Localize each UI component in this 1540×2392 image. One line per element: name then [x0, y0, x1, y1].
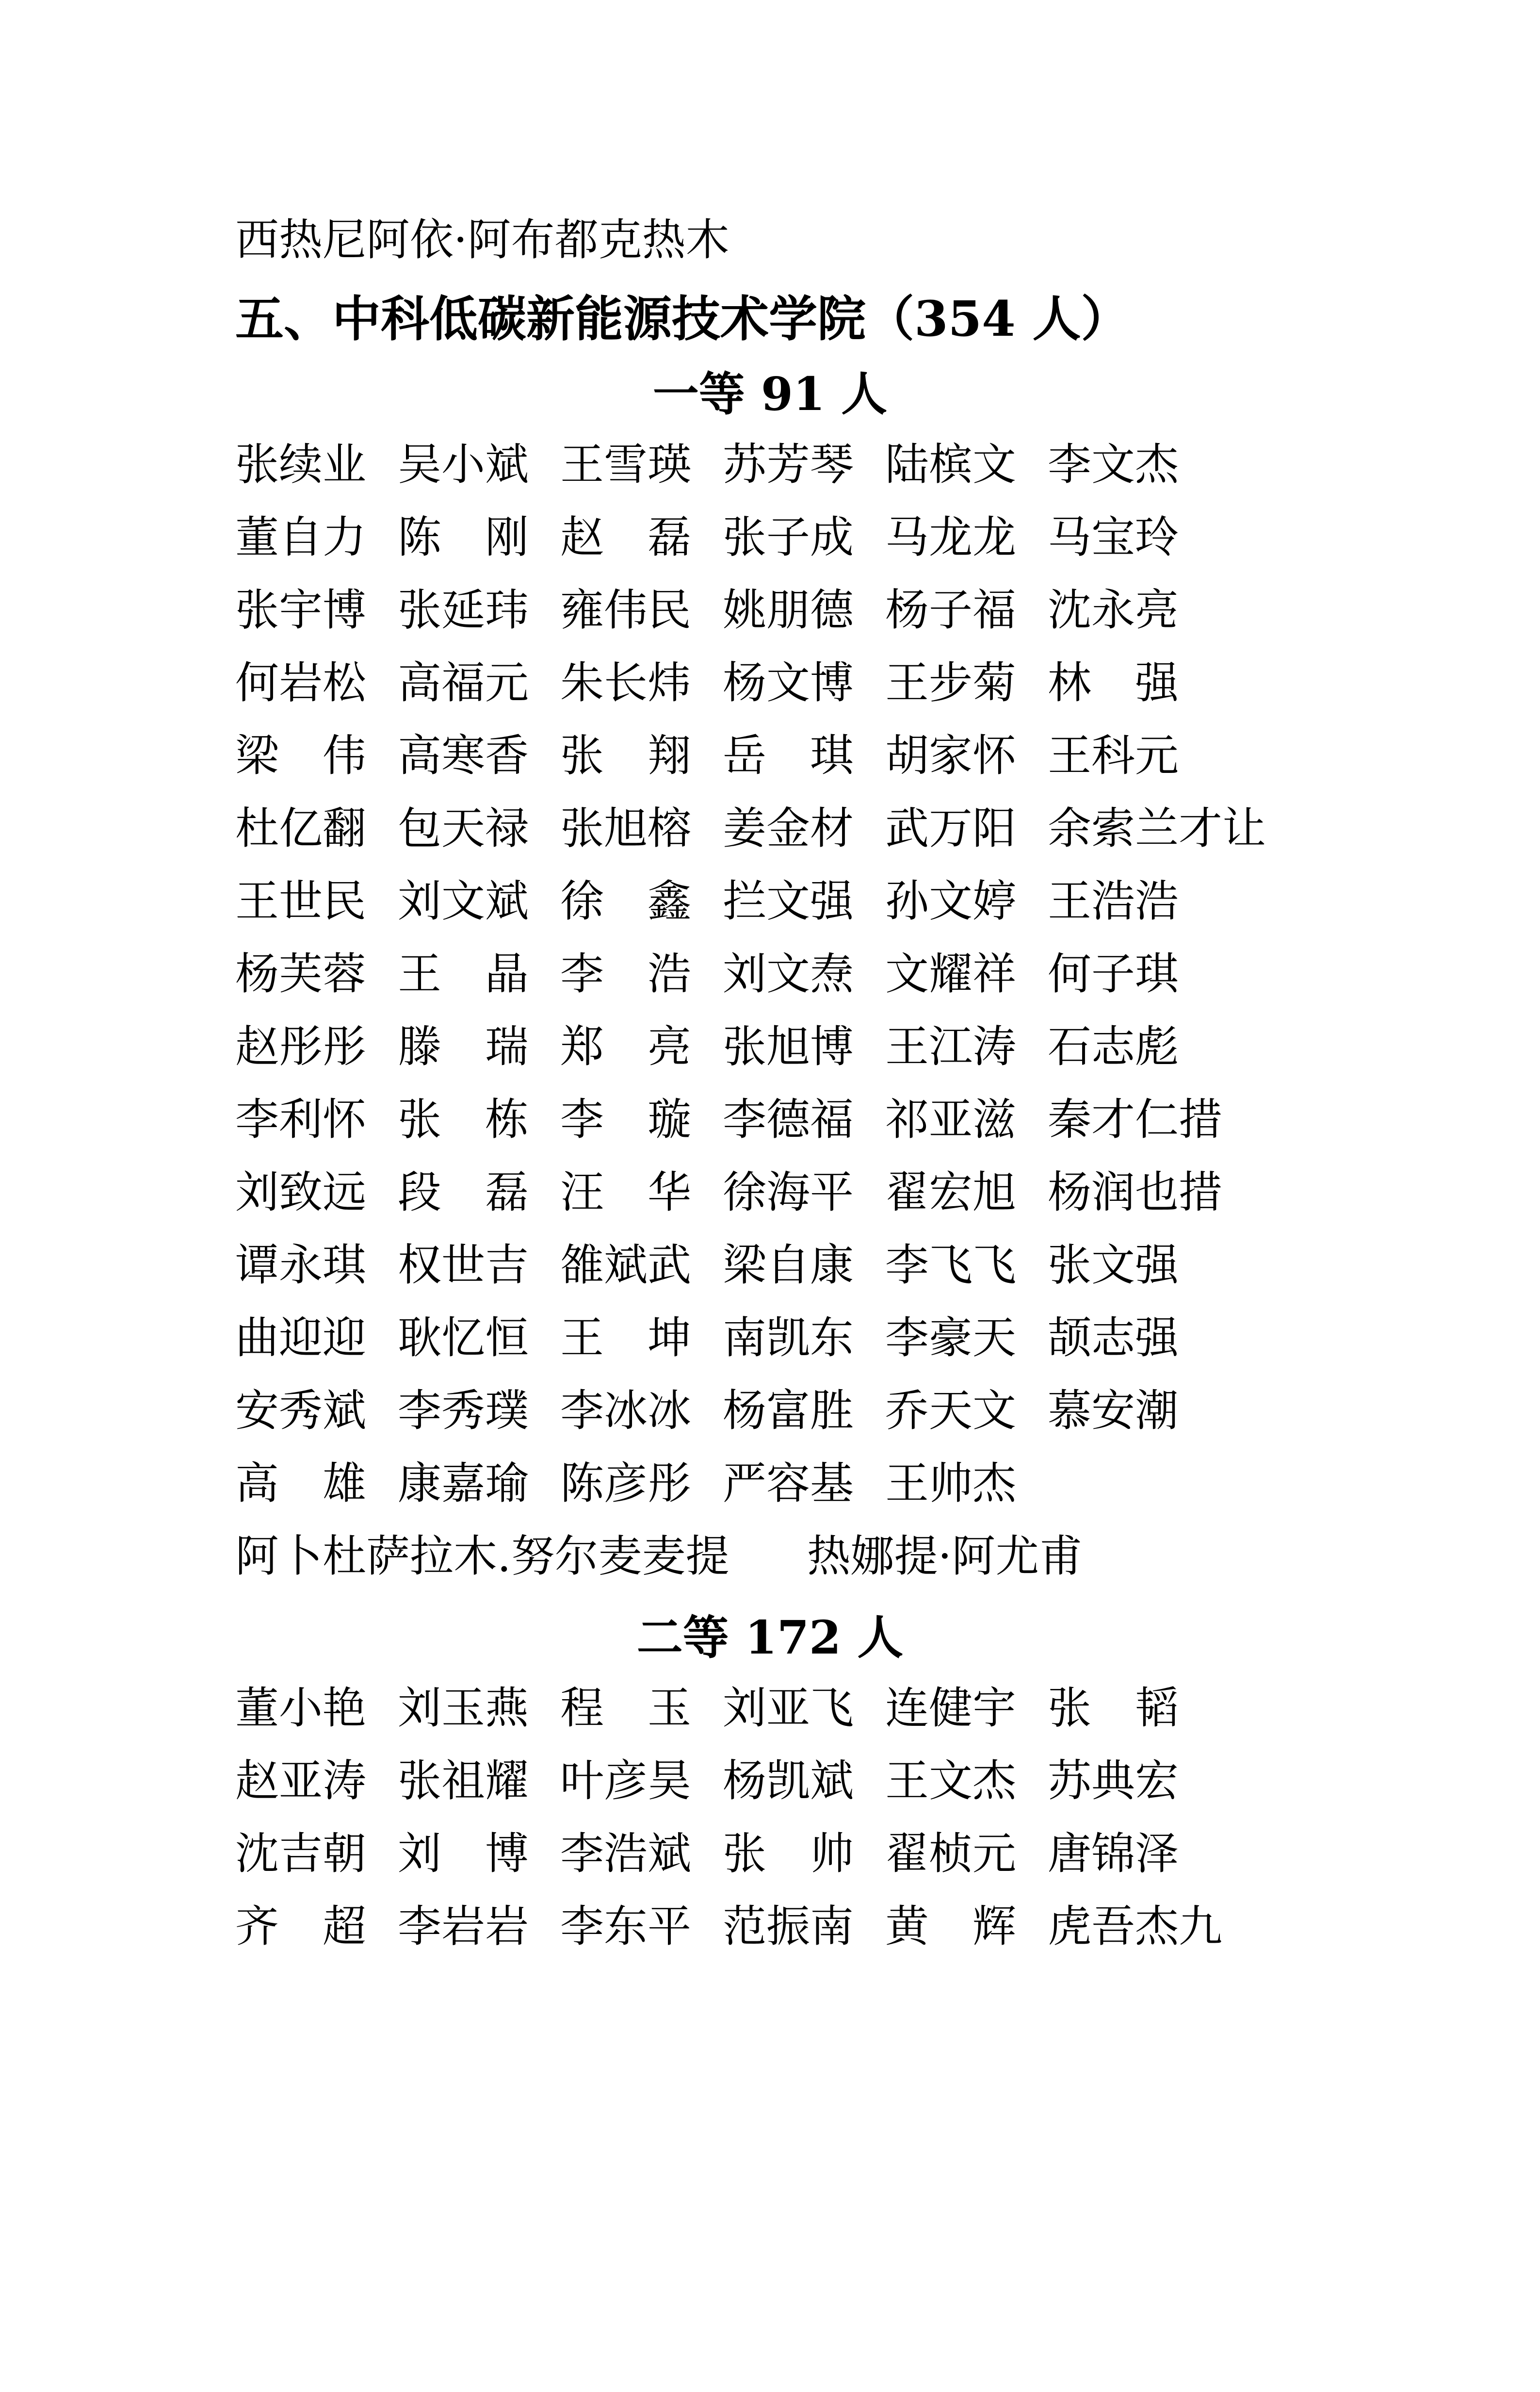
- name-row: [235, 1083, 1540, 1156]
- name-cell: 沈吉朝: [235, 1828, 366, 1879]
- name-row: [235, 1156, 1540, 1229]
- previous-section-last-name: 西热尼阿依·阿布都克热木: [235, 214, 729, 265]
- name-cell: 刘文焘: [723, 949, 854, 999]
- name-cell: 张祖耀: [398, 1755, 529, 1806]
- name-cell: 王科元: [1048, 730, 1179, 781]
- name-cell: 张 韬: [1048, 1683, 1179, 1734]
- name-cell: 王江涛: [885, 1021, 1016, 1072]
- name-cell: 苏典宏: [1048, 1755, 1179, 1806]
- name-cell: 梁 伟: [235, 730, 366, 781]
- name-row: [235, 1520, 1540, 1593]
- name-cell: 安秀斌: [235, 1385, 366, 1436]
- name-cell: 文耀祥: [885, 949, 1016, 999]
- name-cell: 连健宇: [885, 1683, 1016, 1734]
- name-cell: 唐锦泽: [1048, 1828, 1179, 1879]
- name-cell: 南凯东: [723, 1312, 854, 1363]
- name-cell: 梁自康: [723, 1240, 854, 1291]
- name-cell: 虎吾杰九: [1048, 1901, 1222, 1952]
- name-cell: 高福元: [398, 657, 529, 708]
- name-cell: 张 栋: [398, 1094, 529, 1145]
- name-cell: 何岩松: [235, 657, 366, 708]
- name-cell: 王文杰: [885, 1755, 1016, 1806]
- name-cell: 赵 磊: [560, 512, 691, 563]
- name-cell: 张延玮: [398, 585, 529, 636]
- name-cell: 刘致远: [235, 1167, 366, 1218]
- name-cell: 李德福: [723, 1094, 854, 1145]
- name-row: [235, 1745, 1540, 1818]
- name-cell: 刘亚飞: [723, 1683, 854, 1734]
- name-cell: 陈 刚: [398, 512, 529, 563]
- section-title: 五、中科低碳新能源技术学院（354 人）: [235, 290, 1130, 347]
- name-cell: 王浩浩: [1048, 876, 1179, 927]
- name-cell: 李文杰: [1048, 439, 1179, 490]
- name-cell: 滕 瑞: [398, 1021, 529, 1072]
- name-cell: 曲迎迎: [235, 1312, 366, 1363]
- name-cell: 李飞飞: [885, 1240, 1016, 1291]
- name-cell: 刘 博: [398, 1828, 529, 1879]
- name-row: [235, 1672, 1540, 1745]
- name-cell: 刘玉燕: [398, 1683, 529, 1734]
- name-cell: 雒斌武: [560, 1240, 691, 1291]
- name-cell: 杨文博: [723, 657, 854, 708]
- name-cell: 康嘉瑜: [398, 1458, 529, 1509]
- name-rows-group-2: [235, 1672, 1540, 1963]
- name-cell: 段 磊: [398, 1167, 529, 1218]
- name-cell: 张 帅: [723, 1828, 854, 1879]
- name-cell: 陆槟文: [885, 439, 1016, 490]
- name-cell: 拦文强: [723, 876, 854, 927]
- name-row: [235, 1302, 1540, 1375]
- name-cell: 何子琪: [1048, 949, 1179, 999]
- name-row: [235, 1818, 1540, 1890]
- name-cell: 张续业: [235, 439, 366, 490]
- name-cell: 杜亿翻: [235, 803, 366, 854]
- name-cell: 翟桢元: [885, 1828, 1016, 1879]
- name-cell: 谭永琪: [235, 1240, 366, 1291]
- name-cell: 王帅杰: [885, 1458, 1016, 1509]
- name-cell: 雍伟民: [560, 585, 691, 636]
- name-cell: 刘文斌: [398, 876, 529, 927]
- name-cell: 王步菊: [885, 657, 1016, 708]
- name-cell: 杨润也措: [1048, 1167, 1222, 1218]
- name-cell: 赵亚涛: [235, 1755, 366, 1806]
- name-cell: 林 强: [1048, 657, 1179, 708]
- name-cell: 张子成: [723, 512, 854, 563]
- name-cell: 王世民: [235, 876, 366, 927]
- name-cell: 武万阳: [885, 803, 1016, 854]
- name-cell: 赵彤彤: [235, 1021, 366, 1072]
- grade-heading-2: 二等 172 人: [636, 1611, 904, 1665]
- name-cell: 李秀璞: [398, 1385, 529, 1436]
- name-row: [235, 1229, 1540, 1302]
- name-row: [235, 574, 1540, 647]
- name-cell: 吴小斌: [398, 439, 529, 490]
- name-cell: 高寒香: [398, 730, 529, 781]
- name-cell: 秦才仁措: [1048, 1094, 1222, 1145]
- name-row: [235, 720, 1540, 792]
- name-cell: 王 坤: [560, 1312, 691, 1363]
- name-cell: 李东平: [560, 1901, 691, 1952]
- name-cell: 祁亚滋: [885, 1094, 1016, 1145]
- name-rows-group-1: [235, 428, 1540, 1593]
- name-cell: 热娜提·阿尤甫: [807, 1531, 1083, 1582]
- name-row: [235, 647, 1540, 720]
- name-cell: 徐 鑫: [560, 876, 691, 927]
- name-cell: 李利怀: [235, 1094, 366, 1145]
- name-cell: 董自力: [235, 512, 366, 563]
- name-cell: 董小艳: [235, 1683, 366, 1734]
- name-cell: 杨凯斌: [723, 1755, 854, 1806]
- name-cell: 汪 华: [560, 1167, 691, 1218]
- name-cell: 孙文婷: [885, 876, 1016, 927]
- name-cell: 叶彦昊: [560, 1755, 691, 1806]
- name-cell: 沈永亮: [1048, 585, 1179, 636]
- name-row: [235, 1447, 1540, 1520]
- name-cell: 余索兰才让: [1048, 803, 1266, 854]
- name-row: [235, 428, 1540, 501]
- name-cell: 徐海平: [723, 1167, 854, 1218]
- name-cell: 张旭博: [723, 1021, 854, 1072]
- name-cell: 包天禄: [398, 803, 529, 854]
- name-cell: 阿卜杜萨拉木.努尔麦麦提: [235, 1531, 729, 1582]
- name-cell: 李冰冰: [560, 1385, 691, 1436]
- name-cell: 杨芙蓉: [235, 949, 366, 999]
- name-cell: 李豪天: [885, 1312, 1016, 1363]
- name-cell: 王雪瑛: [560, 439, 691, 490]
- name-cell: 姜金材: [723, 803, 854, 854]
- name-cell: 李 璇: [560, 1094, 691, 1145]
- name-cell: 范振南: [723, 1901, 854, 1952]
- name-cell: 张旭榕: [560, 803, 691, 854]
- name-cell: 李岩岩: [398, 1901, 529, 1952]
- name-cell: 李 浩: [560, 949, 691, 999]
- name-row: [235, 501, 1540, 574]
- name-cell: 李浩斌: [560, 1828, 691, 1879]
- name-cell: 陈彦彤: [560, 1458, 691, 1509]
- name-cell: 权世吉: [398, 1240, 529, 1291]
- groups-container: [0, 368, 1540, 1963]
- name-cell: 严容基: [723, 1458, 854, 1509]
- name-cell: 王 晶: [398, 949, 529, 999]
- name-cell: 黄 辉: [885, 1901, 1016, 1952]
- name-row: [235, 1011, 1540, 1083]
- name-cell: 杨子福: [885, 585, 1016, 636]
- name-cell: 杨富胜: [723, 1385, 854, 1436]
- name-cell: 齐 超: [235, 1901, 366, 1952]
- name-cell: 郑 亮: [560, 1021, 691, 1072]
- name-cell: 慕安潮: [1048, 1385, 1179, 1436]
- name-row: [235, 792, 1540, 865]
- name-cell: 马龙龙: [885, 512, 1016, 563]
- name-cell: 姚朋德: [723, 585, 854, 636]
- name-row: [235, 938, 1540, 1011]
- name-cell: 张宇博: [235, 585, 366, 636]
- name-cell: 程 玉: [560, 1683, 691, 1734]
- name-cell: 石志彪: [1048, 1021, 1179, 1072]
- name-cell: 苏芳琴: [723, 439, 854, 490]
- name-cell: 高 雄: [235, 1458, 366, 1509]
- name-cell: 张文强: [1048, 1240, 1179, 1291]
- grade-heading-1: 一等 91 人: [652, 367, 888, 421]
- name-row: [235, 1890, 1540, 1963]
- name-cell: 翟宏旭: [885, 1167, 1016, 1218]
- name-cell: 颉志强: [1048, 1312, 1179, 1363]
- name-cell: 耿忆恒: [398, 1312, 529, 1363]
- name-row: [235, 1375, 1540, 1447]
- name-cell: 乔天文: [885, 1385, 1016, 1436]
- name-cell: 岳 琪: [723, 730, 854, 781]
- name-cell: 马宝玲: [1048, 512, 1179, 563]
- name-cell: 朱长炜: [560, 657, 691, 708]
- name-cell: 张 翔: [560, 730, 691, 781]
- name-cell: 胡家怀: [885, 730, 1016, 781]
- name-row: [235, 865, 1540, 938]
